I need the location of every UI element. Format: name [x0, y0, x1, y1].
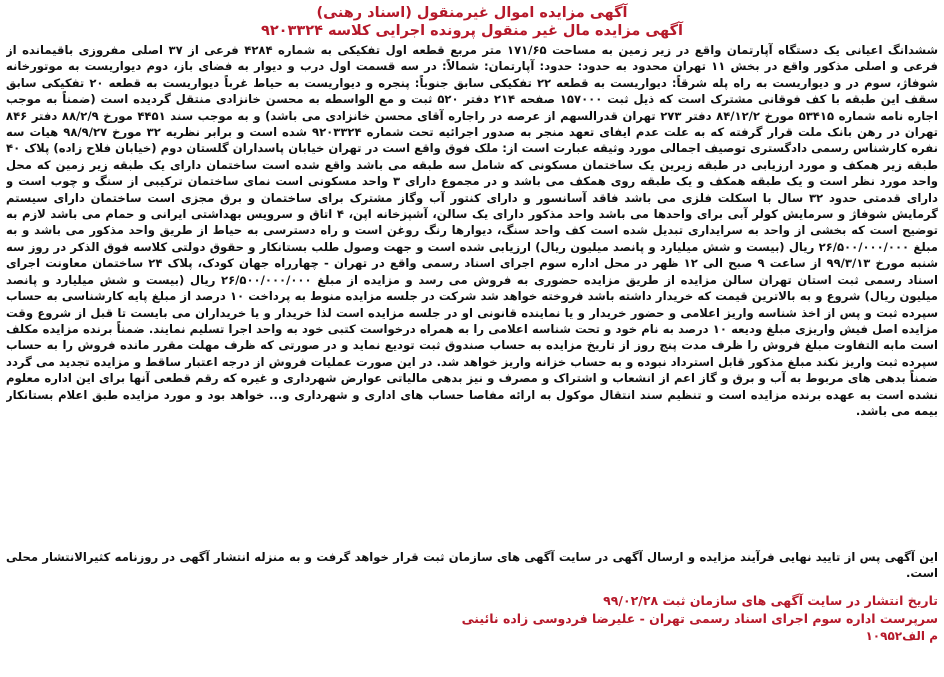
notice-footer: [6, 592, 938, 644]
notice-header: [6, 4, 938, 40]
notice-title: آگهی مزایده اموال غیرمنقول (اسناد رهنی): [316, 5, 628, 21]
notice-subtitle: آگهی مزایده مال غیر منقول پرونده اجرایی کلاسه ۹۲۰۳۳۲۴: [260, 23, 684, 39]
notice-closing: این آگهی پس از تایید نهایی فرآیند مزایده و ارسال آگهی در سایت آگهی های سازمان ثبت قرار خواهد گرفت و به منزله انتشار آگهی در روزنامه کثیرالانتشار محلی است.: [6, 550, 938, 581]
publish-date: تاریخ انتشار در سایت آگهی های سازمان ثبت ۹۹/۰۲/۲۸: [603, 593, 938, 608]
signature-line: سرپرست اداره سوم اجرای اسناد رسمی تهران - علیرضا فردوسی زاده نائینی: [461, 611, 938, 626]
reference-number: م الف۱۰۹۵۲: [865, 629, 938, 643]
notice-body: ششدانگ اعیانی یک دستگاه آپارتمان واقع در زیر زمین به مساحت ۱۷۱/۶۵ متر مربع قطعه اول تفکیکی به شماره ۴۲۸۴ فرعی از ۳۷ اصلی مفروزی باقیمانده از فرعی و اصلی مذکور واقع در بخش ۱۱ تهران محدود به حدود: حدود: آپارتمان: شمالاً: در سه قسمت اول درب و دیوار به فضای باز، دوم دیواریست به موتورخانه شوفاژ، سوم در و دیواریست به راه پله شرقاً: دیواریست به قطعه ۲۲ تفکیکی سابق جنوباً: پنجره و دیواریست به حیاط غرباً دیواریست به قطعه ۲۰ تفکیکی سابق سقف این طبقه با کف فوقانی مشترک است که ذیل ثبت ۱۵۷۰۰۰ صفحه ۲۱۴ دفتر ۵۲۰ ثبت و مع الواسطه به محسن خانزادی منتقل گردیده است (ضمناً به موجب اجاره نامه شماره ۵۳۴۱۵ مورخ ۸۴/۱۲/۲ دفتر ۲۷۳ تهران قدرالسهم از عرصه در راجاره آقای محسن خانزادی می باشد) و به موجب سند ۴۴۵۱ مورخ ۸۸/۲/۹ دفتر ۸۴۶ تهران در رهن بانک ملت قرار گرفته که به علت عدم ایفای تعهد منجر به صدور اجرائیه تحت شماره ۹۲۰۳۳۲۴ شده است و برابر نظریه ۳۲ مورخ ۹۸/۹/۲۷ هیات سه نفره کارشناس رسمی دادگستری توصیف اجمالی مورد وثیقه عبارت است از: ملک فوق واقع است در تهران خیابان پاسداران گلستان دوم (خیابان فلاح زاده) پلاک ۴۰ طبقه زیر همکف و مورد ارزیابی در طبقه زیرین یک ساختمان مسکونی که شامل سه طبقه می باشد واقع شده است ساختمان دارای یک طبقه زیر زمین که محل واحد مورد نظر است و یک طبقه همکف و یک طبقه روی همکف می باشد و در مجموع دارای ۳ واحد مسکونی است نمای ساختمان ترکیبی از سنگ و چوب است و دارای قدمتی حدود ۳۲ سال با اسکلت فلزی می باشد فاقد آسانسور و دارای کنتور آب وگاز مشترک برای ساختمان و برق مجزی است ساختمان دارای سیستم گرمایش شوفاژ و سرمایش کولر آبی برای واحدها می باشد واحد مذکور دارای یک سالن، آشپزخانه اپن، ۴ اتاق و سرویس بهداشتی ایرانی و حمام می باشد لازم به توضیح است که بخشی از واحد به سرایداری تبدیل شده است کف واحد سنگ، دیوارها رنگ روغن است و راه دسترسی به حیاط از طریق واحد مذکور می باشد و به مبلغ ۲۶/۵۰۰/۰۰۰/۰۰۰ ریال (بیست و شش میلیارد و پانصد میلیون ریال) ارزیابی شده است و جهت وصول طلب بستانکار و حقوق دولتی کلاسه فوق الذکر در روز سه شنبه مورخ ۹۹/۳/۱۳ از ساعت ۹ صبح الی ۱۲ ظهر در محل اداره سوم اجرای اسناد رسمی واقع در تهران - چهارراه جهان کودک، پلاک ۲۴ ساختمان معاونت اجرای اسناد رسمی ثبت استان تهران سالن مزایده از طریق مزایده حضوری به فروش می رسد و مزایده از مبلغ ۲۶/۵۰۰/۰۰۰/۰۰۰ ریال (بیست و شش میلیارد و پانصد میلیون ریال) شروع و به بالاترین قیمت که خریدار داشته باشد فروخته خواهد شد شرکت در جلسه مزایده منوط به پرداخت ۱۰ درصد از مبلغ پایه کارشناسی به حساب سپرده ثبت و پس از اخذ شناسه واریز اعلامی و حضور خریدار و یا نماینده قانونی او در جلسه مزایده است لذا خریدار و یا خریداران می بایست تا قبل از شروع وقت مزایده اصل فیش واریزی مبلغ ودیعه ۱۰ درصد به نام خود و تحت شناسه اعلامی را به همراه درخواست کتبی خود به واحد اجرا تسلیم نمایند. ضمناً برنده مزایده مکلف است مابه التفاوت مبلغ فروش را ظرف مدت پنج روز از تاریخ مزایده به حساب صندوق ثبت تودیع نماید و در صورتی که ظرف مهلت مقرر مانده فروش را به حساب سپرده ثبت واریز نکند مبلغ مذکور قابل استرداد نبوده و به حساب خزانه واریز خواهد شد. در این صورت عملیات فروش از درجه اعتبار ساقط و مزایده تجدید می گردد ضمناً بدهی های مربوط به آب و برق و گاز اعم از انشعاب و اشتراک و مصرف و نیز بدهی مالیاتی عوارض شهرداری و غیره که رقم قطعی آنها برای این اداره معلوم نشده است به عهده برنده مزایده است و تنظیم سند انتقال موکول به ارائه مفاصا حساب های اداری و شهرداری و... خواهد بود و مورد مزایده طبق اعلام بستانکار بیمه می باشد.: [6, 43, 938, 418]
